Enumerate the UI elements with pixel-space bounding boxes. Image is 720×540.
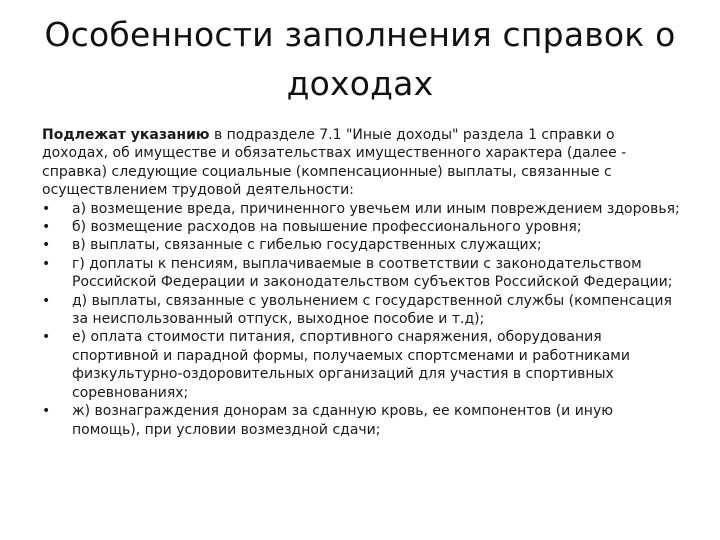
- bullet-icon: •: [42, 329, 51, 346]
- payment-list: [42, 200, 682, 439]
- bullet-icon: •: [42, 219, 51, 236]
- bullet-icon: •: [42, 200, 51, 217]
- list-item: [42, 328, 682, 402]
- list-item: [42, 402, 682, 439]
- intro-bold-text: Подлежат указанию: [42, 127, 210, 143]
- slide-title: Особенности заполнения справок о доходах: [44, 15, 676, 103]
- list-item-text: д) выплаты, связанные с увольнением с государственной службы (компенсация за неиспользованный отпуск, выходное пособие и т.д);: [72, 292, 672, 328]
- list-item: [42, 236, 682, 254]
- list-item-text: е) оплата стоимости питания, спортивного снаряжения, оборудования спортивной и парадной формы, получаемых спортсменами и работниками физкультурно-оздоровительных организаций для участия в спортивных соревнованиях;: [72, 329, 630, 401]
- list-item-text: в) выплаты, связанные с гибелью государственных служащих;: [72, 237, 542, 254]
- list-item: [42, 218, 682, 236]
- list-item: [42, 255, 682, 292]
- bullet-icon: •: [42, 292, 51, 309]
- list-item-text: ж) вознаграждения донорам за сданную кровь, ее компонентов (и иную помощь), при условии возмездной сдачи;: [72, 403, 614, 438]
- bullet-icon: •: [42, 403, 51, 420]
- list-item-text: б) возмещение расходов на повышение профессионального уровня;: [72, 219, 582, 236]
- bullet-icon: •: [42, 255, 51, 272]
- intro-text: в подразделе 7.1 "Иные доходы" раздела 1 справки о доходах, об имуществе и обязательствах имущественного характера (далее - справка) следующие социальные (компенсационные) выплаты, связанные с осуществлением трудовой деятельности:: [42, 127, 627, 199]
- list-item: [42, 200, 682, 218]
- bullet-icon: •: [42, 237, 51, 254]
- slide-body: [42, 126, 682, 439]
- intro-paragraph: [42, 126, 682, 200]
- list-item: [42, 292, 682, 329]
- list-item-text: а) возмещение вреда, причиненного увечьем или иным повреждением здоровья;: [72, 200, 680, 217]
- list-item-text: г) доплаты к пенсиям, выплачиваемые в соответствии с законодательством Российской Федерации и законодательством субъектов Российской Федерации;: [72, 255, 673, 291]
